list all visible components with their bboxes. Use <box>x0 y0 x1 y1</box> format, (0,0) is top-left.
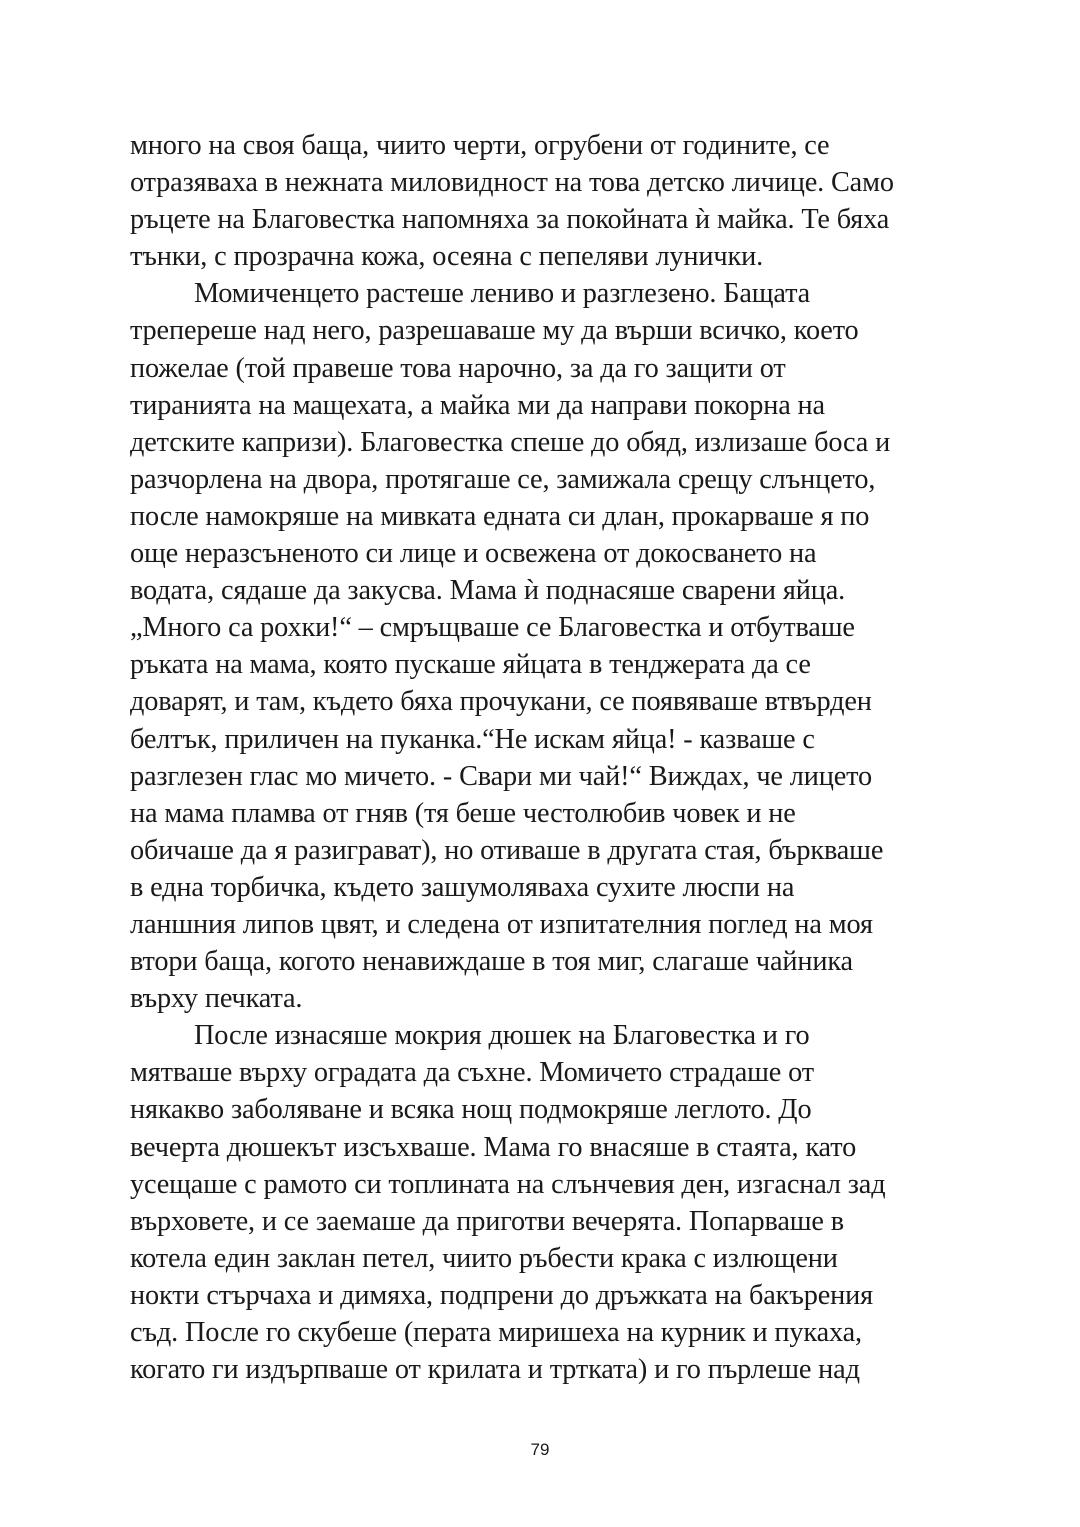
text-line: белтък, приличен на пуканка.“Не искам яйца! - казваше с <box>130 723 815 755</box>
text-line: много на своя баща, чиито черти, огрубени от годините, се <box>130 130 830 161</box>
text-line: някакво заболяване и всяка нощ подмокряше леглото. До <box>130 1094 812 1126</box>
text-line: котела един заклан петел, чиито ръбести крака с излющени <box>130 1242 838 1274</box>
text-line: ръцете на Благовестка напомняха за покойната ѝ майка. Те бяха <box>130 204 890 236</box>
text-line: ръката на мама, която пускаше яйцата в тенджерата да се <box>130 649 811 681</box>
text-line: усещаше с рамото си топлината на слънчевия ден, изгаснал зад <box>130 1168 886 1200</box>
text-line: „Много са рохки!“ – смръщваше се Благовестка и отбутваше <box>130 612 855 644</box>
text-line: разчорлена на двора, протягаше се, замижала срещу слънцето, <box>130 463 876 495</box>
text-line: Момиченцето растеше лениво и разглезено. Бащата <box>194 278 811 310</box>
text-line: на мама пламва от гняв (тя беше честолюбив човек и не <box>130 797 796 829</box>
text-line: После изнасяше мокрия дюшек на Благовестка и го <box>194 1020 810 1052</box>
text-line: детските капризи). Благовестка спеше до обяд, излизаше боса и <box>130 426 891 458</box>
body-text <box>130 127 960 1388</box>
page-number: 79 <box>530 1440 550 1459</box>
text-line: върховете, и се заемаше да приготви вечерята. Попарваше в <box>130 1205 844 1237</box>
text-line: тънки, с прозрачна кожа, осеяна с пепеляви лунички. <box>130 241 763 273</box>
text-line: разглезен глас мо мичето. - Свари ми чай!“ Виждах, че лицето <box>130 760 872 792</box>
text-line: втори баща, когото ненавиждаше в тоя миг, слагаше чайника <box>130 946 853 978</box>
text-line: мятваше върху оградата да съхне. Момичето страдаше от <box>130 1057 814 1089</box>
text-line: още неразсъненото си лице и освежена от докосването на <box>130 538 817 570</box>
text-line: върху печката. <box>130 983 303 1015</box>
text-line: в една торбичка, където зашумоляваха сухите люспи на <box>130 871 795 903</box>
text-line: вечерта дюшекът изсъхваше. Мама го внасяше в стаята, като <box>130 1131 857 1163</box>
text-line: съд. После го скубеше (перата миришеха на курник и пукаха, <box>130 1317 862 1348</box>
text-line: тиранията на мащехата, а майка ми да направи покорна на <box>130 389 825 421</box>
text-line: ланшния липов цвят, и следена от изпитателния поглед на моя <box>130 908 873 940</box>
text-line: после намокряше на мивката едната си длан, прокарваше я по <box>130 500 870 532</box>
text-line: доварят, и там, където бяха прочукани, се появяваше втвърден <box>130 686 872 718</box>
text-line: водата, сядаше да закусва. Мама ѝ поднасяше сварени яйца. <box>130 575 846 607</box>
text-line: обичаше да я разиграват), но отиваше в другата стая, бъркваше <box>130 834 884 866</box>
text-line: пожелае (той правеше това нарочно, за да го защити от <box>130 352 786 384</box>
text-line: трепереше над него, разрешаваше му да върши всичко, което <box>130 315 859 347</box>
text-line: когато ги издърпваше от крилата и тртката) и го пърлеше над <box>130 1354 860 1386</box>
text-line: отразяваха в нежната миловидност на това детско личице. Само <box>130 167 894 199</box>
text-line: нокти стърчаха и димяха, подпрени до дръжката на бакърения <box>130 1279 873 1311</box>
